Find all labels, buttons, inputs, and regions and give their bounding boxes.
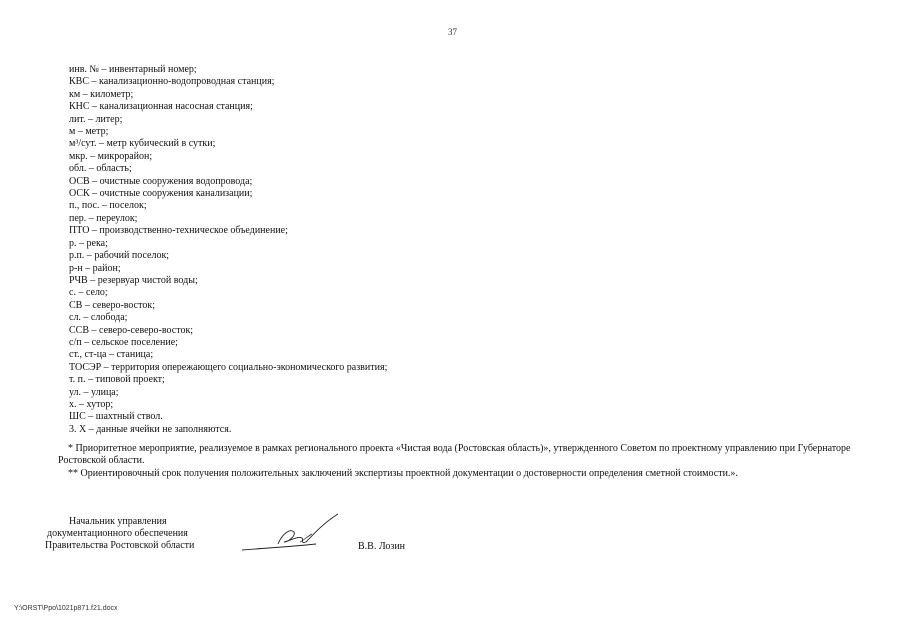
abbreviation-item: мкр. – микрорайон; [69, 150, 153, 162]
abbreviation-item: пер. – переулок; [69, 212, 138, 224]
abbreviation-item: КНС – канализационная насосная станция; [69, 101, 253, 113]
abbreviation-item: р. – река; [69, 237, 108, 249]
abbreviation-item: км – километр; [69, 88, 134, 100]
signer-position-line3: Правительства Ростовской области [45, 540, 195, 552]
abbreviation-item: м – метр; [69, 126, 109, 138]
abbreviation-item: р.п. – рабочий поселок; [69, 250, 170, 262]
abbreviation-item: с. – село; [69, 287, 108, 299]
abbreviation-item: обл. – область; [69, 163, 132, 175]
footnote-expertise: ** Ориентировочный срок получения положительных заключений экспертизы проектной документации о достоверности определения сметной стоимости.». [68, 467, 738, 479]
footnote-priority: * Приоритетное мероприятие, реализуемое в рамках регионального проекта «Чистая вода (Ростовская область)», утвержденного Советом по проектному управлению при Губернаторе Ростовской области. [58, 443, 851, 467]
abbreviation-item: сл. – слобода; [69, 312, 128, 324]
abbreviation-item: инв. № – инвентарный номер; [69, 64, 197, 75]
page-number: 37 [448, 27, 457, 37]
abbreviation-item: п., пос. – поселок; [69, 200, 147, 212]
abbreviation-item: т. п. – типовой проект; [69, 374, 165, 386]
abbreviation-item: ОСВ – очистные сооружения водопровода; [69, 175, 253, 187]
abbreviation-item: ТОСЭР – территория опережающего социально-экономического развития; [69, 361, 388, 373]
signature-title-block [45, 516, 194, 553]
handwritten-signature [238, 510, 348, 556]
abbreviation-item: РЧВ – резервуар чистой воды; [69, 274, 198, 286]
abbreviation-item: 3. Х – данные ячейки не заполняются. [69, 423, 232, 435]
abbreviation-item: ССВ – северо-северо-восток; [69, 324, 194, 336]
abbreviation-item: х. – хутор; [69, 398, 114, 410]
abbreviation-item: лит. – литер; [69, 113, 123, 125]
signer-name: В.В. Лозин [358, 541, 406, 552]
abbreviation-item: ул. – улица; [69, 386, 119, 398]
signer-position-line2: документационного обеспечения [47, 528, 188, 540]
abbreviation-item: СВ – северо-восток; [69, 299, 155, 311]
abbreviation-item: ШС – шахтный ствол. [69, 411, 163, 423]
signer-position-line1: Начальник управления [69, 516, 167, 527]
footnotes [58, 443, 863, 480]
abbreviation-item: с/п – сельское поселение; [69, 336, 178, 348]
abbreviation-item: м³/сут. – метр кубический в сутки; [69, 138, 216, 150]
abbreviation-item: ст., ст-ца – станица; [69, 349, 154, 361]
document-file-path: Y:\ORST\Ppo\1021p871.f21.docx [14, 605, 118, 612]
abbreviation-item: ПТО – производственно-техническое объединение; [69, 225, 288, 237]
abbreviation-item: КВС – канализационно-водопроводная станция; [69, 76, 275, 88]
abbreviation-list [69, 64, 387, 436]
abbreviation-item: р-н – район; [69, 262, 121, 274]
abbreviation-item: ОСК – очистные сооружения канализации; [69, 188, 253, 200]
